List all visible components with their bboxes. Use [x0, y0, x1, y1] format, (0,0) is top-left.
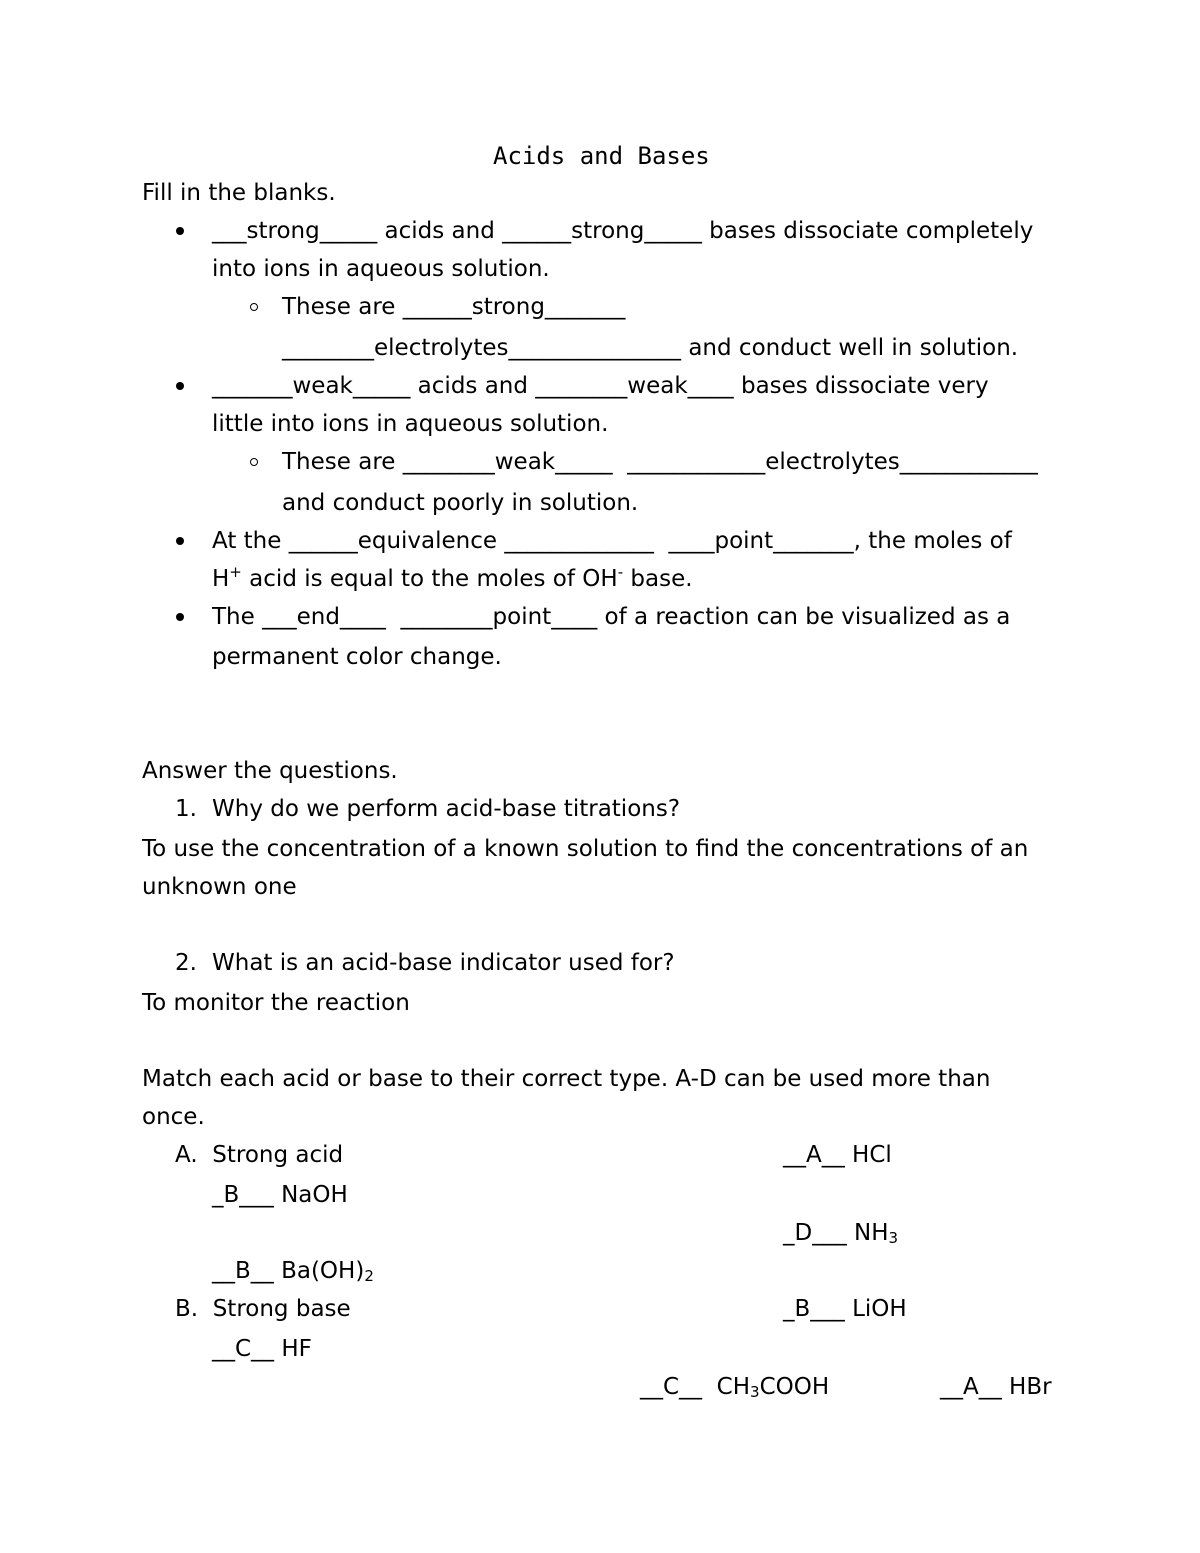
bullet-4-line-1: The ___end____ ________point____ of a reaction can be visualized as a	[212, 604, 1011, 630]
ch3cooh-prefix: __C__ CH	[640, 1374, 751, 1400]
question-1-number: 1.	[175, 796, 197, 822]
match-hf: __C__ HF	[212, 1336, 312, 1362]
bullet-3-marker	[176, 537, 184, 545]
bullet-4-marker	[176, 613, 184, 621]
matching-instructions-line-2: once.	[142, 1104, 205, 1130]
sub-bullet-1-marker	[250, 303, 258, 311]
minus-superscript: -	[617, 563, 624, 581]
bullet-2-marker	[176, 382, 184, 390]
baoh2-subscript: 2	[364, 1267, 374, 1285]
match-nh3	[783, 1222, 898, 1245]
sub-bullet-1-line-1: These are ______strong_______	[282, 294, 626, 320]
bullet-4-line-2: permanent color change.	[212, 644, 502, 670]
question-1-text: Why do we perform acid-base titrations?	[212, 796, 681, 822]
bullet-2-line-1: _______weak_____ acids and ________weak____ bases dissociate very	[212, 373, 989, 399]
bullet-3-end-text: base.	[623, 566, 693, 592]
matching-instructions-line-1: Match each acid or base to their correct type. A-D can be used more than	[142, 1066, 991, 1092]
sub-bullet-2-marker	[250, 458, 258, 466]
question-2-number: 2.	[175, 950, 197, 976]
baoh2-text: __B__ Ba(OH)	[212, 1258, 365, 1284]
nh3-subscript: 3	[888, 1229, 899, 1247]
answer-2: To monitor the reaction	[142, 990, 410, 1016]
bullet-1-line-2: into ions in aqueous solution.	[212, 256, 550, 282]
question-2-text: What is an acid-base indicator used for?	[212, 950, 675, 976]
ch3cooh-subscript: 3	[750, 1383, 760, 1401]
sub-bullet-2-line-2: and conduct poorly in solution.	[282, 490, 639, 516]
answer-1-line-1: To use the concentration of a known solution to find the concentrations of an	[142, 836, 1029, 862]
bullet-1-marker	[176, 227, 184, 235]
nh3-text: _D___ NH	[783, 1220, 889, 1246]
plus-superscript: +	[229, 563, 242, 581]
bullet-3-mid-text: acid is equal to the moles of OH	[241, 566, 618, 592]
bullet-3-line-2	[212, 563, 693, 592]
page-title: Acids and Bases	[493, 142, 710, 170]
bullet-3-line-1: At the ______equivalence _____________ ____point_______, the moles of	[212, 528, 1012, 554]
match-ch3cooh	[640, 1376, 829, 1399]
type-b-strong-base: B. Strong base	[175, 1296, 351, 1322]
match-lioh: _B___ LiOH	[783, 1296, 907, 1322]
match-baoh2	[212, 1260, 374, 1283]
match-naoh: _B___ NaOH	[212, 1182, 348, 1208]
sub-bullet-1-line-2: ________electrolytes_______________ and conduct well in solution.	[282, 335, 1019, 361]
ch3cooh-suffix: COOH	[759, 1374, 830, 1400]
bullet-1-line-1: ___strong_____ acids and ______strong_____ bases dissociate completely	[212, 218, 1034, 244]
h-symbol: H	[212, 566, 230, 592]
fill-blanks-heading: Fill in the blanks.	[142, 180, 336, 206]
match-hcl: __A__ HCl	[783, 1142, 892, 1168]
answer-1-line-2: unknown one	[142, 874, 297, 900]
sub-bullet-2-line-1: These are ________weak_____ ____________electrolytes____________	[282, 449, 1038, 475]
type-a-strong-acid: A. Strong acid	[175, 1142, 344, 1168]
questions-heading: Answer the questions.	[142, 758, 398, 784]
bullet-2-line-2: little into ions in aqueous solution.	[212, 411, 609, 437]
match-hbr: __A__ HBr	[940, 1374, 1052, 1400]
